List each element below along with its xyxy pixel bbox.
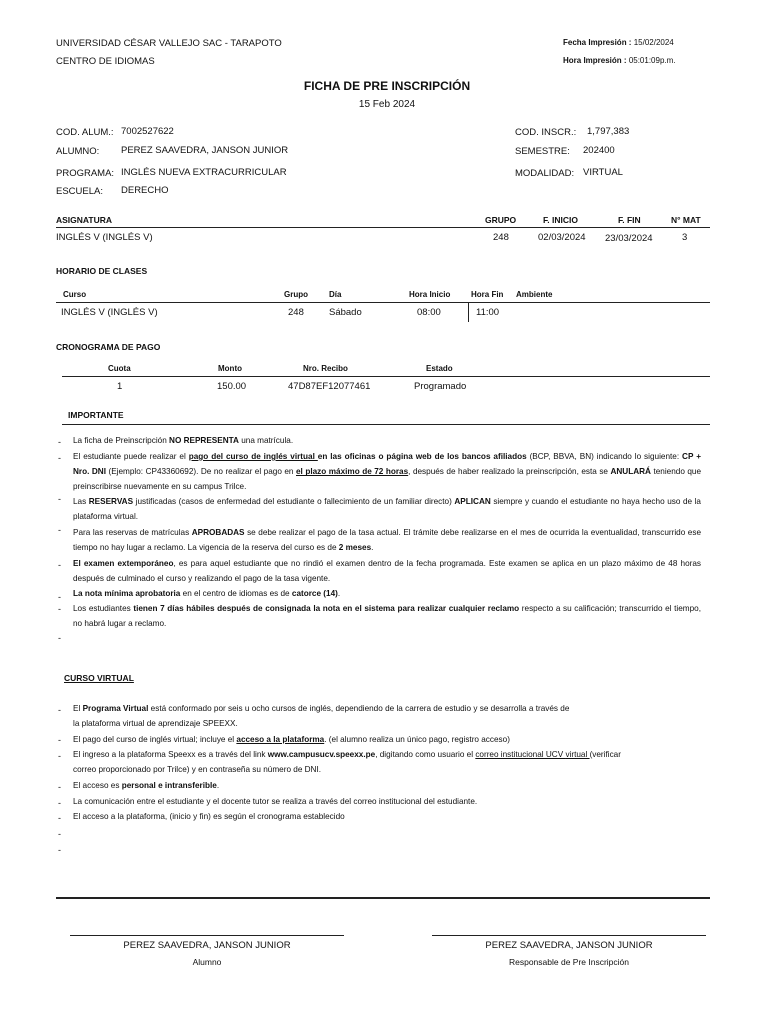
student-signature-name: PEREZ SAAVEDRA, JANSON JUNIOR bbox=[123, 940, 291, 951]
n-mat-cell: 3 bbox=[682, 232, 688, 243]
horario-grupo-header: Grupo bbox=[284, 290, 308, 299]
bullet-dash: - bbox=[58, 560, 61, 570]
responsible-signature-name: PEREZ SAAVEDRA, JANSON JUNIOR bbox=[485, 940, 653, 951]
horario-hora-fin-header: Hora Fin bbox=[471, 290, 504, 299]
nro-recibo-cell: 47D87EF12077461 bbox=[288, 381, 371, 392]
bullet-dash: - bbox=[58, 782, 61, 792]
grupo-header: GRUPO bbox=[485, 215, 517, 225]
curso-virtual-title: CURSO VIRTUAL bbox=[64, 673, 134, 683]
bullet-dash: - bbox=[58, 525, 61, 535]
horario-dia-cell: Sábado bbox=[329, 307, 362, 318]
importante-item-2: El estudiante puede realizar el pago del curso de inglés virtual en las oficinas o página web de los bancos afiliados (BCP, BBVA, BN) indicando lo siguiente: CP + Nro. DNI (Ejemplo: CP43360692). De no realizar el pago en el plazo máximo de 72 horas, después de haber realizado la preinscripción, esta se ANULARÁ teniendo que preinscribirse nuevamente en su campus Trilce. bbox=[73, 452, 702, 492]
university-name: UNIVERSIDAD CÉSAR VALLEJO SAC - TARAPOTO bbox=[56, 38, 282, 49]
bullet-dash: - bbox=[58, 494, 61, 504]
asignatura-cell: INGLÉS V (INGLÉS V) bbox=[56, 232, 153, 243]
horario-hora-inicio-header: Hora Inicio bbox=[409, 290, 451, 299]
alumno-label: ALUMNO: bbox=[56, 146, 100, 157]
f-inicio-header: F. INICIO bbox=[543, 215, 578, 225]
semestre-value: 202400 bbox=[583, 145, 615, 156]
escuela-value: DERECHO bbox=[121, 185, 169, 196]
bullet-dash: - bbox=[58, 604, 61, 614]
horario-dia-header: Día bbox=[329, 290, 342, 299]
horario-header-rule bbox=[56, 302, 710, 303]
horario-hora-fin-cell: 11:00 bbox=[476, 307, 500, 318]
print-time-value: 05:01:09p.m. bbox=[628, 56, 676, 65]
horario-curso-cell: INGLÉS V (INGLÉS V) bbox=[61, 307, 158, 318]
curso-virtual-item-2: El pago del curso de inglés virtual; incluye el acceso a la plataforma. (el alumno realiza un único pago, registro acceso) bbox=[73, 735, 510, 744]
programa-value: INGLÉS NUEVA EXTRACURRICULAR bbox=[121, 167, 287, 178]
estado-header: Estado bbox=[426, 364, 453, 373]
student-signature-role: Alumno bbox=[192, 957, 222, 967]
horario-curso-header: Curso bbox=[63, 290, 87, 299]
cronograma-header-rule bbox=[62, 376, 710, 377]
curso-virtual-item-1: El Programa Virtual está conformado por seis u ocho cursos de inglés, dependiendo de la carrera de estudio y se desarrolla a través de la plataforma virtual de aprendizaje SPEEXX. bbox=[73, 704, 570, 729]
bullet-dash: - bbox=[58, 453, 61, 463]
cod-alum-label: COD. ALUM.: bbox=[56, 127, 114, 138]
f-inicio-cell: 02/03/2024 bbox=[538, 232, 586, 243]
estado-cell: Programado bbox=[414, 381, 467, 392]
horario-hora-inicio-cell: 08:00 bbox=[417, 307, 441, 318]
importante-item-3: Las RESERVAS justificadas (casos de enfermedad del estudiante o fallecimiento de un familiar directo) APLICAN siempre y cuando el estudiante no haya hecho uso de la plataforma virtual. bbox=[73, 497, 701, 522]
monto-header: Monto bbox=[218, 364, 242, 373]
bullet-dash: - bbox=[58, 813, 61, 823]
horario-ambiente-header: Ambiente bbox=[516, 290, 553, 299]
bullet-dash: - bbox=[58, 705, 61, 715]
semestre-label: SEMESTRE: bbox=[515, 146, 570, 157]
asignatura-header-rule bbox=[56, 227, 710, 228]
n-mat-header: N° MAT bbox=[671, 215, 701, 225]
cod-alum-value: 7002527622 bbox=[121, 126, 174, 137]
programa-label: PROGRAMA: bbox=[56, 168, 115, 179]
bullet-dash: - bbox=[58, 437, 61, 447]
escuela-label: ESCUELA: bbox=[56, 186, 103, 197]
bottom-rule bbox=[56, 897, 710, 899]
cod-inscr-value: 1,797,383 bbox=[587, 126, 630, 137]
print-date-label: Fecha Impresión : bbox=[563, 38, 632, 47]
importante-rule bbox=[62, 424, 710, 425]
curso-virtual-item-6: El acceso a la plataforma, (inicio y fin) es según el cronograma establecido bbox=[73, 812, 345, 821]
student-signature-line bbox=[70, 935, 344, 936]
print-date bbox=[563, 38, 674, 47]
print-time-label: Hora Impresión : bbox=[563, 56, 627, 65]
grupo-cell: 248 bbox=[493, 232, 509, 243]
importante-title: IMPORTANTE bbox=[68, 410, 124, 420]
f-fin-header: F. FIN bbox=[618, 215, 641, 225]
center-name: CENTRO DE IDIOMAS bbox=[56, 56, 155, 67]
bullet-dash: - bbox=[58, 798, 61, 808]
horario-grupo-cell: 248 bbox=[288, 307, 304, 318]
alumno-value: PEREZ SAAVEDRA, JANSON JUNIOR bbox=[121, 145, 289, 156]
nro-recibo-header: Nro. Recibo bbox=[303, 364, 348, 373]
modalidad-value: VIRTUAL bbox=[583, 167, 623, 178]
cod-inscr-label: COD. INSCR.: bbox=[515, 127, 577, 138]
print-time bbox=[563, 56, 676, 65]
curso-virtual-item-5: La comunicación entre el estudiante y el docente tutor se realiza a través del correo institucional del estudiante. bbox=[73, 797, 478, 806]
bullet-dash: - bbox=[58, 751, 61, 761]
cuota-cell: 1 bbox=[117, 381, 123, 392]
bullet-dash: - bbox=[58, 845, 61, 855]
f-fin-cell: 23/03/2024 bbox=[605, 233, 653, 244]
importante-item-6: La nota mínima aprobatoria en el centro de idiomas es de catorce (14). bbox=[73, 589, 341, 598]
curso-virtual-item-4: El acceso es personal e intransferible. bbox=[73, 781, 220, 790]
importante-item-5: El examen extemporáneo, es para aquel estudiante que no rindió el examen dentro de la fecha programada. Este examen se aplica en un plazo máximo de 48 horas después de culminado el curso y realizando el pago de la tasa vigente. bbox=[73, 559, 701, 584]
cronograma-title: CRONOGRAMA DE PAGO bbox=[56, 342, 161, 352]
modalidad-label: MODALIDAD: bbox=[515, 168, 575, 179]
monto-cell: 150.00 bbox=[217, 381, 247, 392]
importante-item-1: La ficha de Preinscripción NO REPRESENTA una matrícula. bbox=[73, 436, 294, 445]
page-title: FICHA DE PRE INSCRIPCIÓN bbox=[303, 79, 471, 93]
importante-item-4: Para las reservas de matrículas APROBADAS se debe realizar el pago de la tasa actual. El trámite debe realizarse en el mes de ocurrida la eventualidad, transcurrido ese tiempo no hay lugar a reclamo. La vigencia de la reserva del curso es de 2 meses. bbox=[73, 528, 701, 553]
importante-item-7: Los estudiantes tienen 7 días hábiles después de consignada la nota en el sistema para realizar cualquier reclamo respecto a su calificación; transcurrido el tiempo, no habrá lugar a reclamo. bbox=[73, 604, 701, 629]
curso-virtual-item-3: El ingreso a la plataforma Speexx es a través del link www.campusucv.speexx.pe, digitando como usuario el correo institucional UCV virtual (verificar correo proporcionado por Trilce) y en contraseña su número de DNI. bbox=[73, 750, 621, 775]
page-date: 15 Feb 2024 bbox=[358, 99, 416, 110]
asignatura-header: ASIGNATURA bbox=[56, 215, 113, 225]
bullet-dash: - bbox=[58, 735, 61, 745]
print-date-value: 15/02/2024 bbox=[633, 38, 674, 47]
bullet-dash: - bbox=[58, 829, 61, 839]
responsible-signature-role: Responsable de Pre Inscripción bbox=[508, 957, 629, 967]
horario-title: HORARIO DE CLASES bbox=[56, 266, 148, 276]
bullet-dash: - bbox=[58, 592, 61, 602]
cuota-header: Cuota bbox=[108, 364, 131, 373]
responsible-signature-line bbox=[432, 935, 706, 936]
bullet-dash: - bbox=[58, 633, 61, 643]
horario-column-divider bbox=[468, 303, 469, 322]
